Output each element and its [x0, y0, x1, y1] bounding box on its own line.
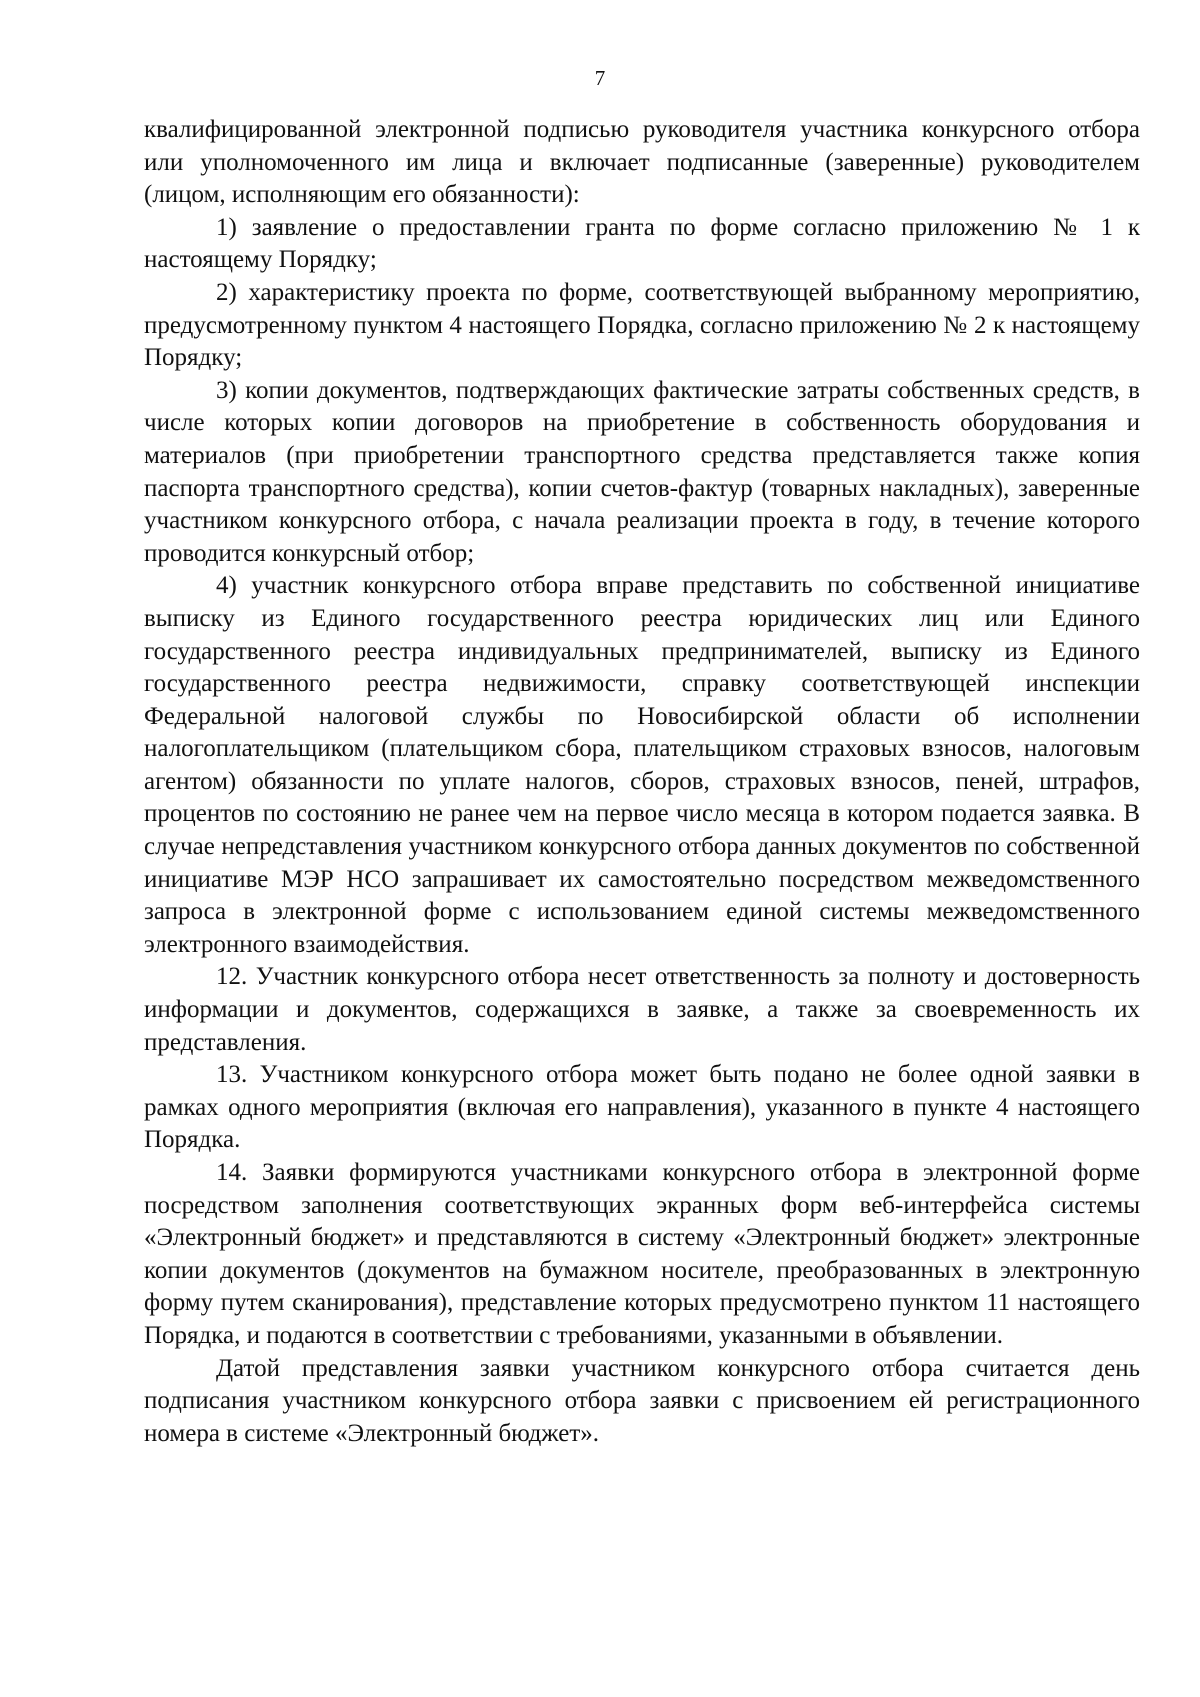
document-body: [144, 114, 1140, 1450]
paragraph-item-3: 3) копии документов, подтверждающих фактические затраты собственных средств, в числе которых копии договоров на приобретение в собственность оборудования и материалов (при приобретении транспортного средства представляется также копия паспорта транспортного средства), копии счетов-фактур (товарных накладных), заверенные участником конкурсного отбора, с начала реализации проекта в году, в течение которого проводится конкурсный отбор;: [144, 376, 1140, 567]
paragraph-submission-date: Датой представления заявки участником конкурсного отбора считается день подписания участником конкурсного отбора заявки с присвоением ей регистрационного номера в системе «Электронный бюджет».: [144, 1354, 1140, 1447]
paragraph-clause-12: 12. Участник конкурсного отбора несет ответственность за полноту и достоверность информации и документов, содержащихся в заявке, а также за своевременность их представления.: [144, 963, 1140, 1056]
paragraph-clause-13: 13. Участником конкурсного отбора может быть подано не более одной заявки в рамках одного мероприятия (включая его направления), указанного в пункте 4 настоящего Порядка.: [144, 1061, 1140, 1154]
paragraph-item-2: 2) характеристику проекта по форме, соответствующей выбранному мероприятию, предусмотренному пунктом 4 настоящего Порядка, согласно приложению № 2 к настоящему Порядку;: [144, 278, 1140, 372]
paragraph-item-4: 4) участник конкурсного отбора вправе представить по собственной инициативе выписку из Единого государственного реестра юридических лиц или Единого государственного реестра индивидуальных предпринимателей, выписку из Единого государственного реестра недвижимости, справку соответствующей инспекции Федеральной налоговой службы по Новосибирской области об исполнении налогоплательщиком (плательщиком сбора, плательщиком страховых взносов, налоговым агентом) обязанности по уплате налогов, сборов, страховых взносов, пеней, штрафов, процентов по состоянию не ранее чем на первое число месяца в котором подается заявка. В случае непредставления участником конкурсного отбора данных документов по собственной инициативе МЭР НСО запрашивает их самостоятельно посредством межведомственного запроса в электронной форме с использованием единой системы межведомственного электронного взаимодействия.: [144, 572, 1140, 958]
paragraph-clause-14: 14. Заявки формируются участниками конкурсного отбора в электронной форме посредством заполнения соответствующих экранных форм веб-интерфейса системы «Электронный бюджет» и представляются в систему «Электронный бюджет» электронные копии документов (документов на бумажном носителе, преобразованных в электронную форму путем сканирования), представление которых предусмотрено пунктом 11 настоящего Порядка, и подаются в соответствии с требованиями, указанными в объявлении.: [144, 1159, 1140, 1349]
paragraph-item-1: 1) заявление о предоставлении гранта по форме согласно приложению № 1 к настоящему Порядку;: [144, 213, 1140, 274]
page-number: 7: [594, 66, 606, 90]
paragraph-signature-intro: квалифицированной электронной подписью руководителя участника конкурсного отбора или уполномоченного им лица и включает подписанные (заверенные) руководителем (лицом, исполняющим его обязанности):: [144, 116, 1140, 209]
